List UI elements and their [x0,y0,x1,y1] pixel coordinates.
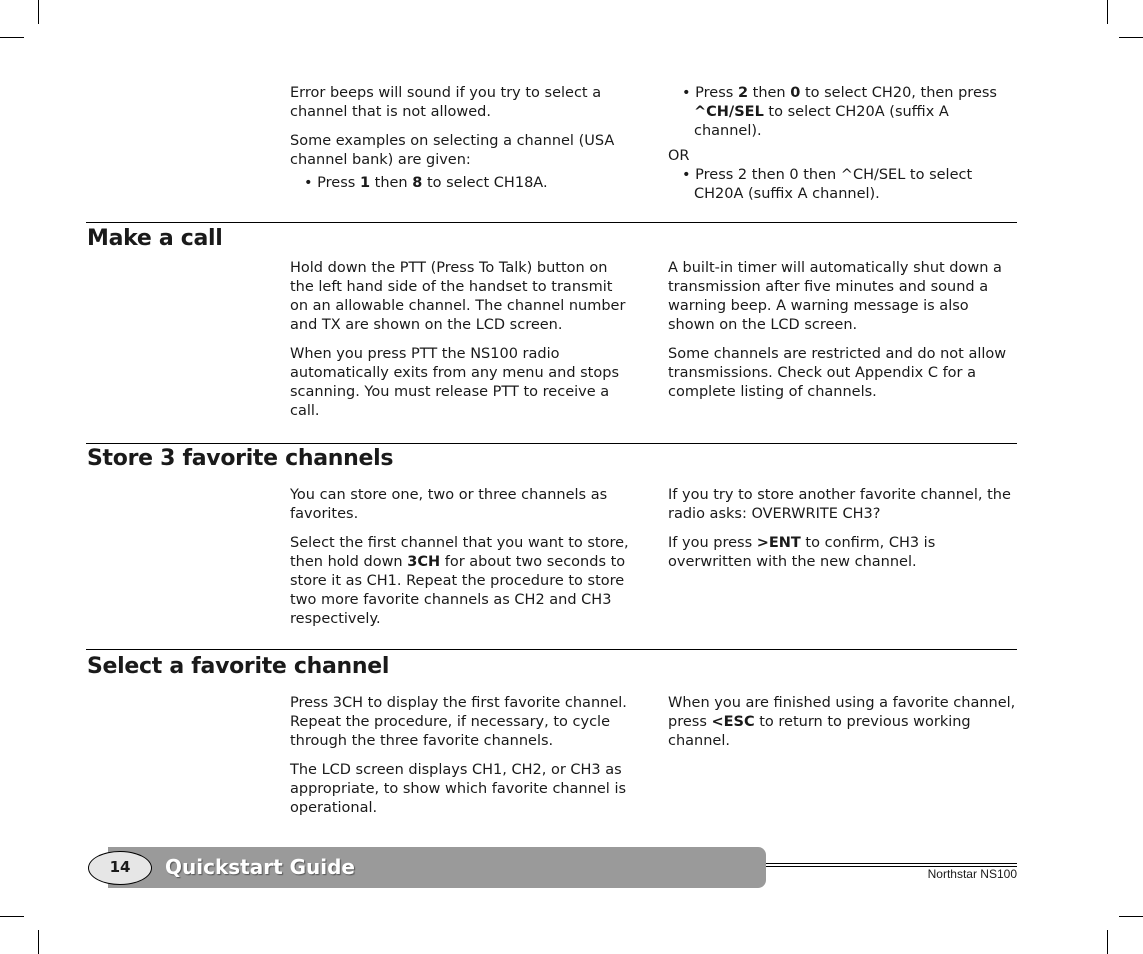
crop-mark [1119,37,1143,38]
paragraph: Hold down the PTT (Press To Talk) button on the left hand side of the handset to transmit on an allowable channel. The channel number and TX are shown on the LCD screen. [290,260,626,333]
paragraph: Some channels are restricted and do not allow transmissions. Check out Appendix C for a complete listing of channels. [668,346,1007,400]
paragraph: When you are finished using a favorite channel, press <ESC to return to previous working channel. [668,695,1016,749]
section-divider [86,222,1017,223]
guide-title: Quickstart Guide [165,855,355,879]
paragraph: When you press PTT the NS100 radio automatically exits from any menu and stops scanning. You must release PTT to receive a call. [290,346,619,419]
paragraph: If you press >ENT to confirm, CH3 is overwritten with the new channel. [668,535,936,570]
section-heading-store-favorites: Store 3 favorite channels [87,446,394,471]
crop-mark [0,37,24,38]
store-left-column [290,486,635,639]
bullet-item: • Press 1 then 8 to select CH18A. [304,175,548,191]
paragraph: Select the first channel that you want to store, then hold down 3CH for about two seconds to store it as CH1. Repeat the procedure to store two more favorite channels as CH2 and CH3 respectively. [290,535,629,627]
paragraph: The LCD screen displays CH1, CH2, or CH3 as appropriate, to show which favorite channel is operational. [290,762,627,816]
crop-mark [1119,916,1143,917]
section-heading-select-favorite: Select a favorite channel [87,654,390,679]
paragraph: Press 3CH to display the first favorite channel. Repeat the procedure, if necessary, to cycle through the three favorite channels. [290,695,627,749]
section-divider [86,649,1017,650]
crop-mark [38,930,39,954]
top-right-column [668,84,1016,214]
paragraph: A built-in timer will automatically shut down a transmission after five minutes and sound a warning beep. A warning message is also shown on the LCD screen. [668,260,1002,333]
crop-mark [1107,930,1108,954]
top-left-column [290,84,635,203]
product-name: Northstar NS100 [927,867,1017,881]
crop-mark [1107,0,1108,24]
crop-mark [38,0,39,24]
bullet-item: • Press 2 then 0 then ^CH/SEL to select CH20A (suffix A channel). [682,167,973,202]
paragraph: If you try to store another favorite channel, the radio asks: OVERWRITE CH3? [668,487,1011,522]
footer-rule [766,863,1017,864]
bullet-item: • Press 2 then 0 to select CH20, then press ^CH/SEL to select CH20A (suffix A channel). [682,85,997,139]
select-right-column [668,694,1016,761]
select-left-column [290,694,635,828]
or-label: OR [668,148,690,164]
section-divider [86,443,1017,444]
crop-mark [0,916,24,917]
paragraph: Some examples on selecting a channel (USA channel bank) are given: [290,133,615,168]
store-right-column [668,486,1016,582]
paragraph: Error beeps will sound if you try to select a channel that is not allowed. [290,85,602,120]
page-number: 14 [88,851,152,885]
paragraph: You can store one, two or three channels as favorites. [290,487,608,522]
make-call-left-column [290,259,635,431]
make-call-right-column [668,259,1016,412]
section-heading-make-a-call: Make a call [87,226,223,251]
